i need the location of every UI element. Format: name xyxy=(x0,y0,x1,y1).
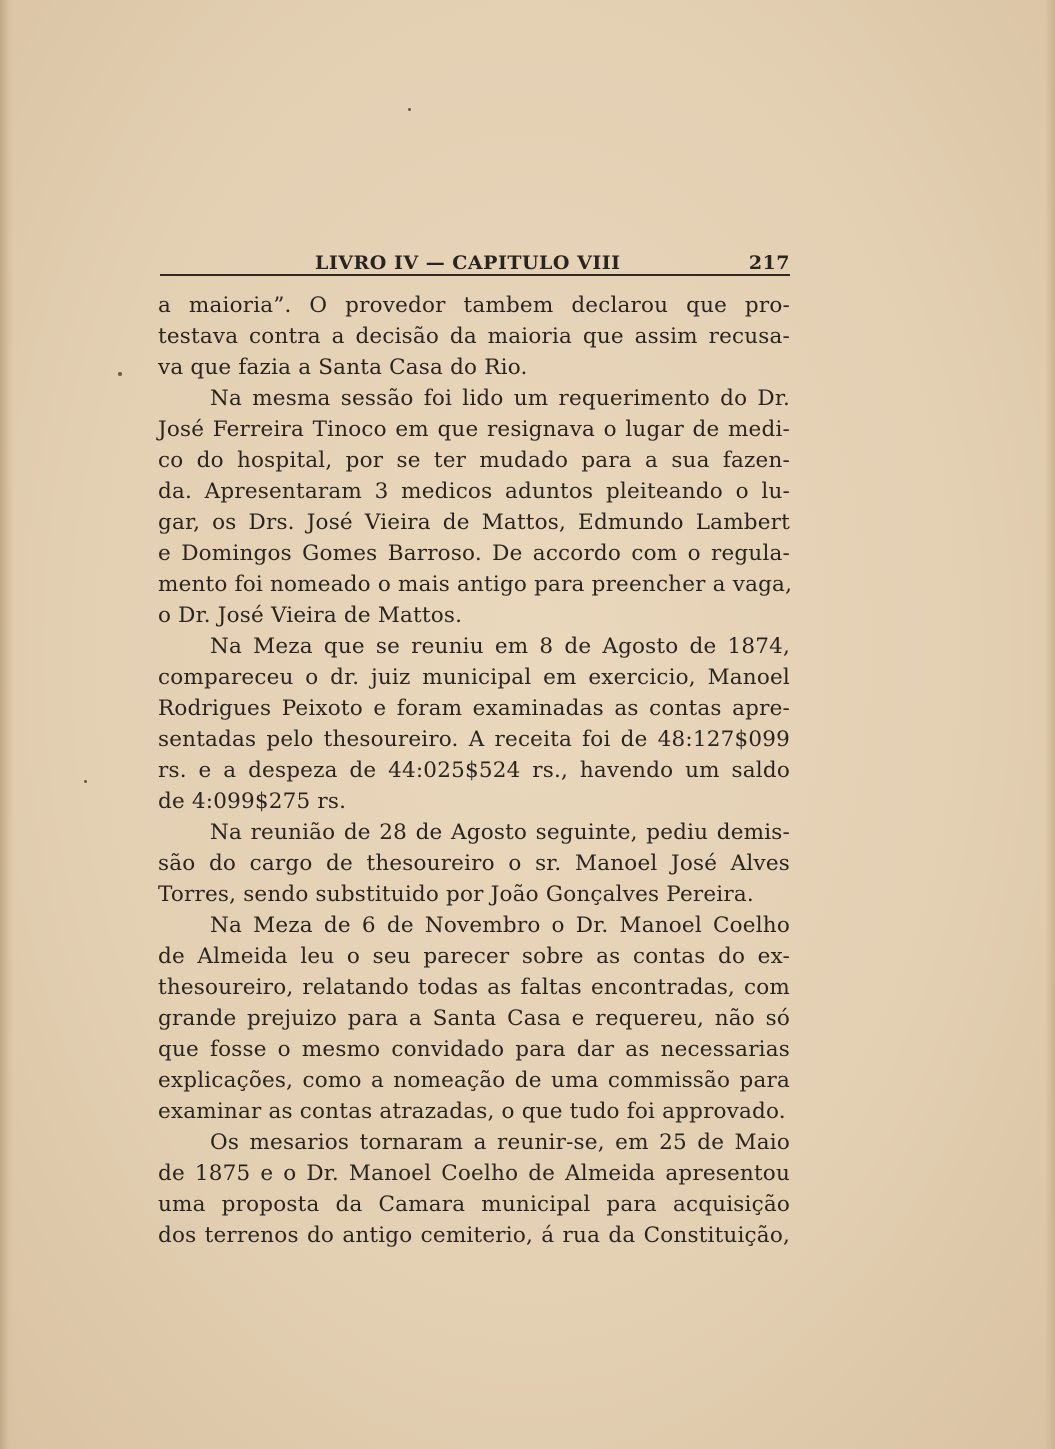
paragraph xyxy=(158,910,790,1127)
text-line: Na reunião de 28 de Agosto seguinte, pediu demis- xyxy=(210,820,790,845)
text-line: explicações, como a nomeação de uma commissão para xyxy=(158,1068,790,1093)
text-line: Os mesarios tornaram a reunir-se, em 25 de Maio xyxy=(210,1130,790,1155)
page-number: 217 xyxy=(748,252,790,274)
text-line: de 4:099$275 rs. xyxy=(158,789,347,814)
text-line: mento foi nomeado o mais antigo para preencher a vaga, xyxy=(158,572,793,597)
text-line: gar, os Drs. José Vieira de Mattos, Edmundo Lambert xyxy=(158,510,790,535)
text-line: va que fazia a Santa Casa do Rio. xyxy=(158,355,528,380)
text-line: Na mesma sessão foi lido um requerimento do Dr. xyxy=(210,386,790,411)
text-line: uma proposta da Camara municipal para acquisição xyxy=(158,1192,790,1217)
text-line: Rodrigues Peixoto e foram examinadas as contas apre- xyxy=(158,696,790,721)
paragraph xyxy=(158,1127,790,1251)
running-header-title: LIVRO IV — CAPITULO VIII xyxy=(315,252,621,274)
text-line: José Ferreira Tinoco em que resignava o lugar de medi- xyxy=(158,417,790,442)
text-line: grande prejuizo para a Santa Casa e requereu, não só xyxy=(158,1006,790,1031)
text-line: Na Meza que se reuniu em 8 de Agosto de 1874, xyxy=(210,634,790,659)
body-text xyxy=(158,290,793,1251)
text-line: Na Meza de 6 de Novembro o Dr. Manoel Coelho xyxy=(210,913,790,938)
text-line: compareceu o dr. juiz municipal em exercicio, Manoel xyxy=(158,665,790,690)
text-line: Torres, sendo substituido por João Gonçalves Pereira. xyxy=(158,882,754,907)
text-line: a maioria”. O provedor tambem declarou que pro- xyxy=(158,293,790,318)
paper-speck xyxy=(408,108,411,111)
text-line: co do hospital, por se ter mudado para a sua fazen- xyxy=(158,448,790,473)
text-line: de Almeida leu o seu parecer sobre as contas do ex- xyxy=(158,944,790,969)
text-line: de 1875 e o Dr. Manoel Coelho de Almeida apresentou xyxy=(158,1161,790,1186)
text-line: rs. e a despeza de 44:025$524 rs., havendo um saldo xyxy=(158,758,790,783)
page-right-edge xyxy=(1045,0,1055,1449)
paper-speck xyxy=(84,780,87,783)
text-line: sentadas pelo thesoureiro. A receita foi de 48:127$099 xyxy=(158,727,790,752)
text-line: thesoureiro, relatando todas as faltas encontradas, com xyxy=(158,975,790,1000)
header-rule xyxy=(160,274,790,276)
paragraph xyxy=(158,383,793,631)
text-line: e Domingos Gomes Barroso. De accordo com o regula- xyxy=(158,541,790,566)
text-line: são do cargo de thesoureiro o sr. Manoel José Alves xyxy=(158,851,790,876)
paper-speck xyxy=(118,372,122,376)
text-line: dos terrenos do antigo cemiterio, á rua da Constituição, xyxy=(158,1223,790,1248)
paragraph xyxy=(158,631,790,817)
paragraph xyxy=(158,817,790,910)
paragraph xyxy=(158,290,790,383)
text-line: o Dr. José Vieira de Mattos. xyxy=(158,603,463,628)
text-line: examinar as contas atrazadas, o que tudo foi approvado. xyxy=(158,1099,786,1124)
text-line: da. Apresentaram 3 medicos aduntos pleiteando o lu- xyxy=(158,479,790,504)
text-line: testava contra a decisão da maioria que assim recusa- xyxy=(158,324,790,349)
running-header xyxy=(160,250,790,274)
text-line: que fosse o mesmo convidado para dar as necessarias xyxy=(158,1037,790,1062)
page-binding-edge xyxy=(0,0,14,1449)
